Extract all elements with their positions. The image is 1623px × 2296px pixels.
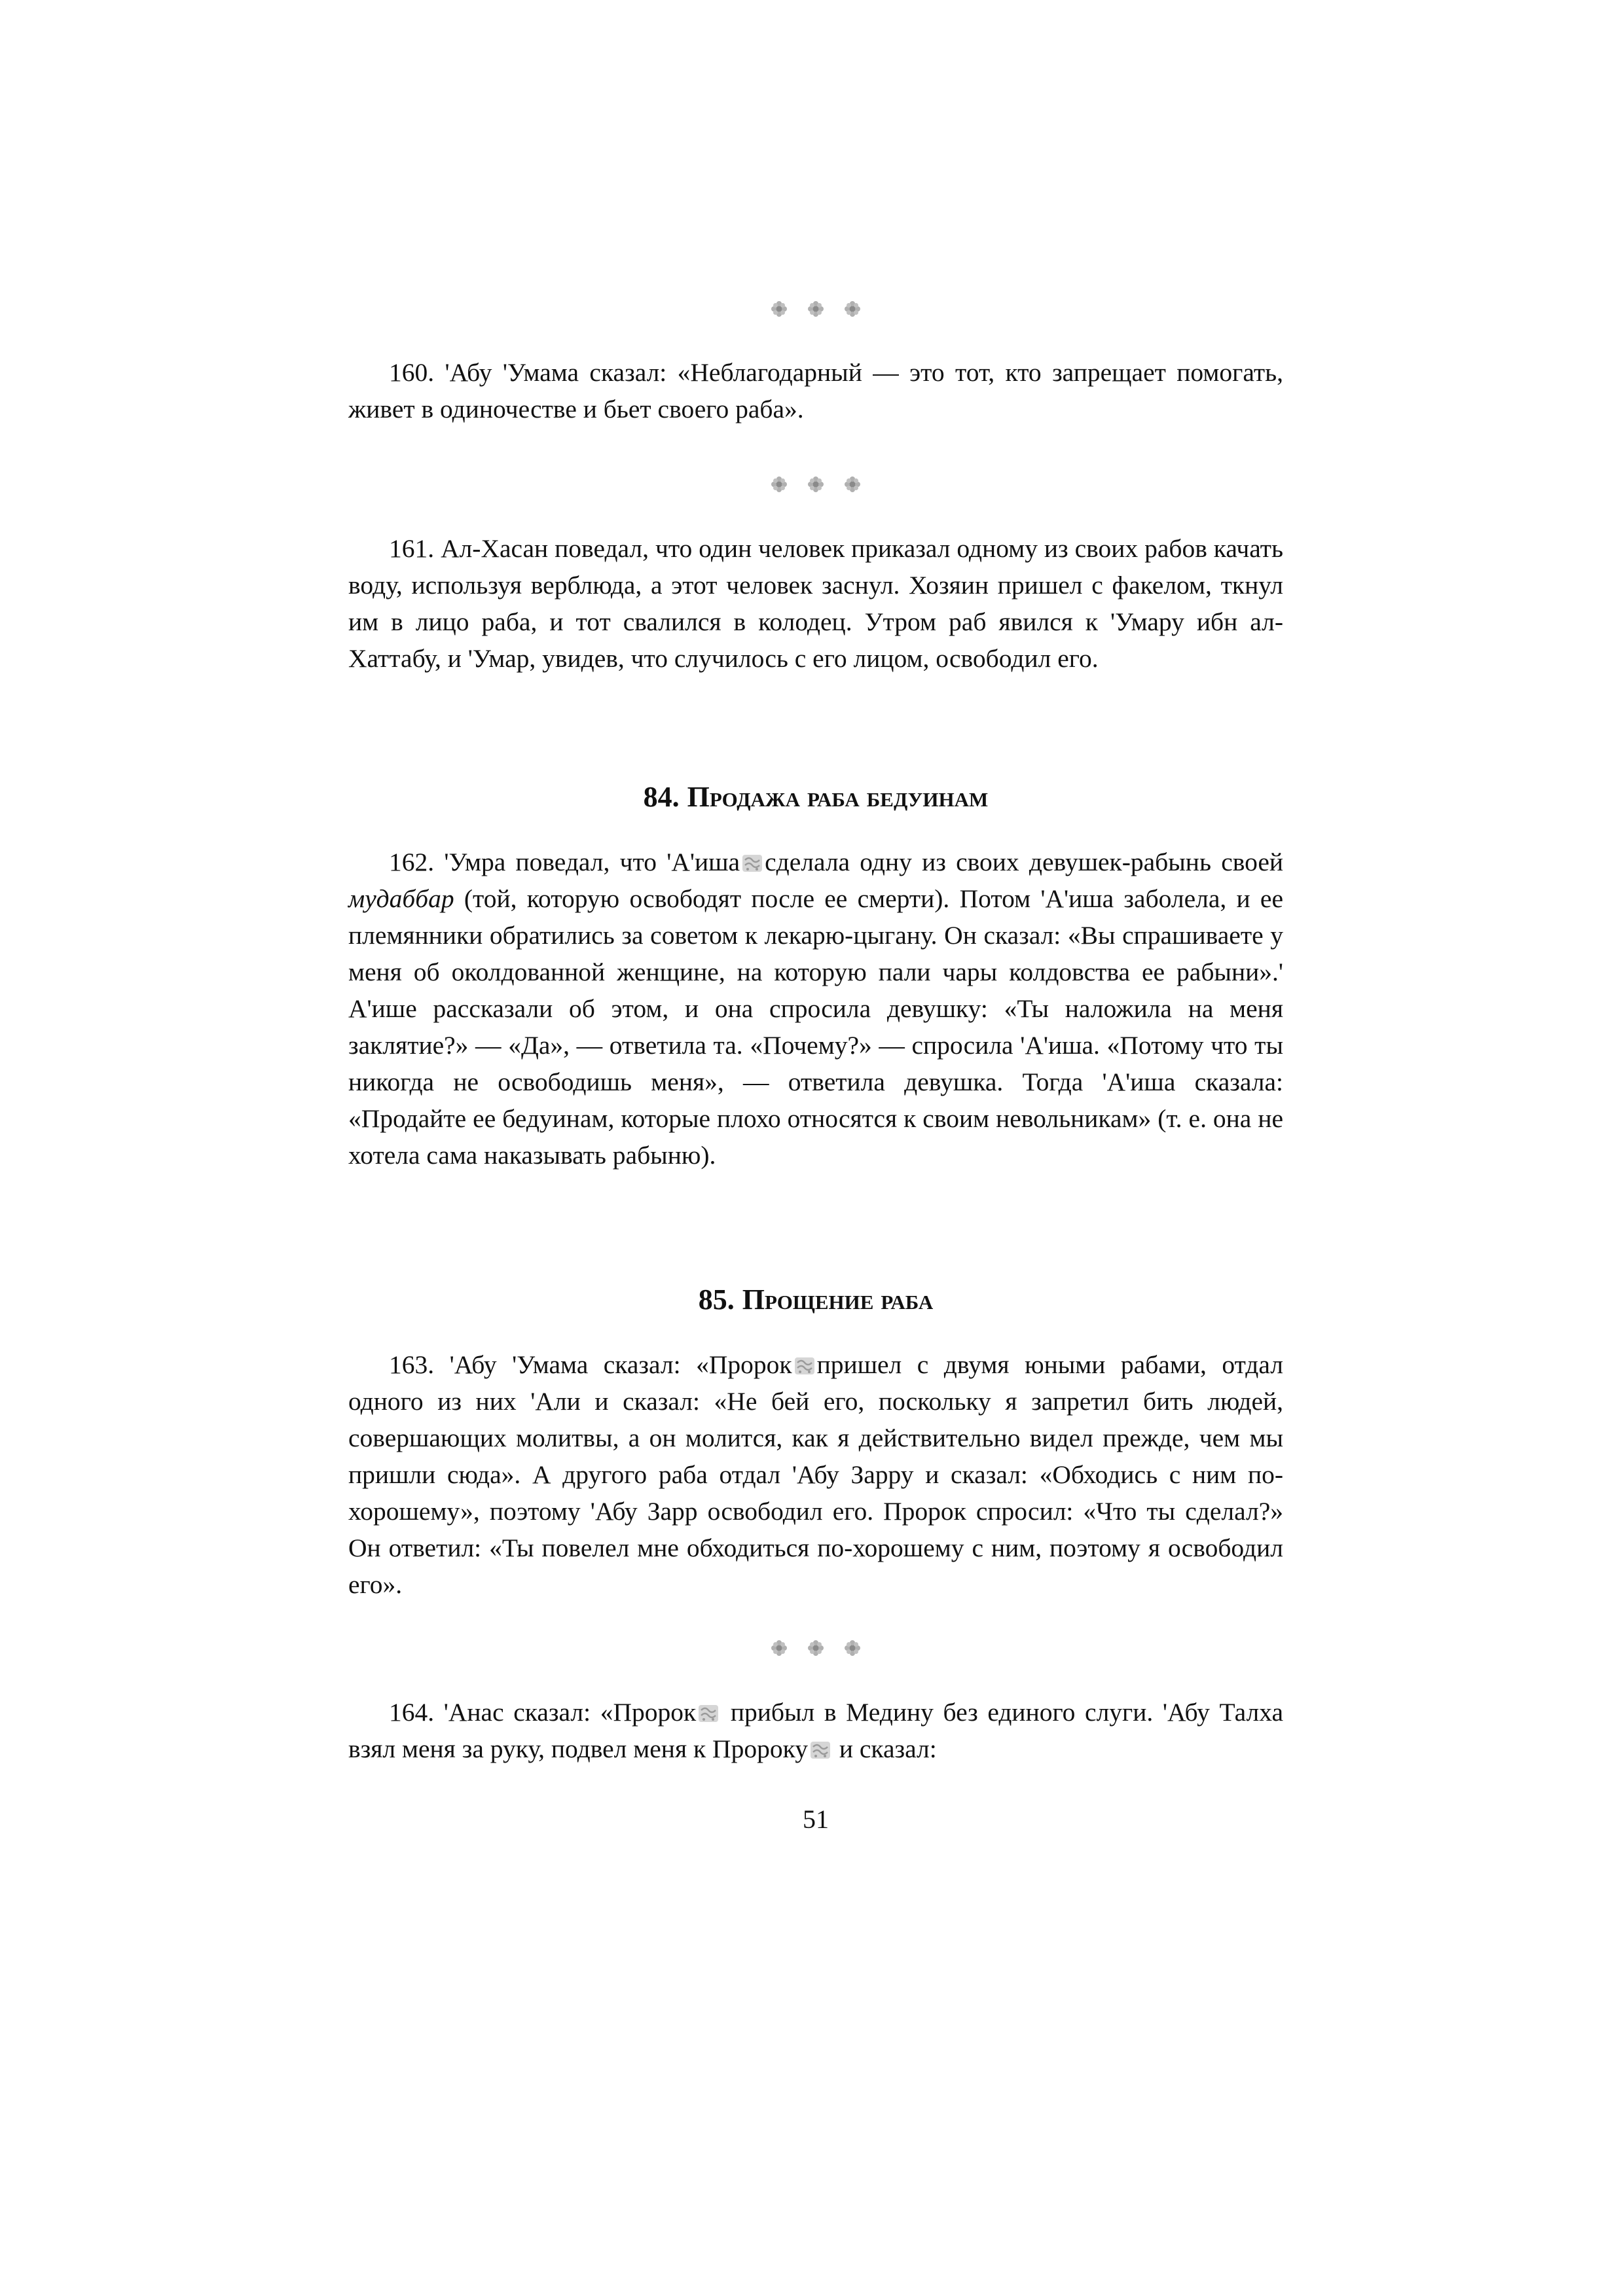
- flower-ornament-icon: [844, 1640, 861, 1657]
- hadith-164: [348, 1694, 1283, 1767]
- hadith-163: [348, 1346, 1283, 1603]
- chapter-heading-85: [348, 1282, 1283, 1318]
- chapter-heading-84: [348, 779, 1283, 816]
- hadith-160: [348, 354, 1283, 427]
- honorific-glyph-icon: [741, 852, 763, 874]
- honorific-glyph-icon: [809, 1739, 831, 1761]
- honorific-glyph-icon: [697, 1702, 720, 1725]
- document-page: [348, 0, 1283, 2296]
- section-separator: [348, 471, 1283, 497]
- hadith-text: пришел с двумя юными рабами, отдал одного из них 'Али и сказал: «Не бей его, поскольку я запретил бить людей, совершающих молитвы, а он молится, как я действительно видел прежде, чем мы пришли сюда». А другого раба отдал 'Абу Зарру и сказал: «Обходись с ним по-хорошему», поэтому 'Абу Зарр освободил его. Пророк спросил: «Что ты сделал?» Он ответил: «Ты повелел мне обходиться по-хорошему с ним, поэтому я освободил его».: [348, 1350, 1283, 1599]
- section-separator: [348, 1635, 1283, 1661]
- flower-ornament-icon: [844, 476, 861, 493]
- chapter-number: 84.: [643, 781, 680, 813]
- hadith-text: прибыл в Медину без единого слуги. 'Абу Талха взял меня за руку, подвел меня к Пророку: [348, 1698, 1284, 1763]
- hadith-text: 'Абу 'Умама сказал: «Неблагодарный — это тот, кто запрещает помогать, живет в одиночестве и бьет своего раба».: [348, 358, 1284, 423]
- flower-ornament-icon: [807, 1640, 824, 1657]
- chapter-title: Прощение раба: [742, 1283, 934, 1316]
- hadith-161: [348, 530, 1283, 677]
- hadith-text: и сказал:: [839, 1734, 937, 1763]
- flower-ornament-icon: [771, 1640, 788, 1657]
- flower-ornament-icon: [771, 300, 788, 317]
- hadith-text: 'Умра поведал, что 'А'иша: [444, 848, 740, 876]
- hadith-text: сделала одну из своих девушек-рабынь своей: [765, 848, 1284, 876]
- honorific-glyph-icon: [793, 1355, 816, 1377]
- hadith-number: 162.: [389, 848, 435, 876]
- section-separator: [348, 296, 1283, 322]
- hadith-text: Ал-Хасан поведал, что один человек приказал одному из своих рабов качать воду, используя верблюда, а этот человек заснул. Хозяин пришел с факелом, ткнул им в лицо раба, и тот свалился в колодец. Утром раб явился к 'Умару ибн ал-Хаттабу, и 'Умар, увидев, что случилось с его лицом, освободил его.: [348, 534, 1283, 673]
- flower-ornament-icon: [807, 300, 824, 317]
- page-number: 51: [803, 1804, 829, 1834]
- hadith-text: 'Абу 'Умама сказал: «Пророк: [449, 1350, 792, 1379]
- hadith-text: 'Анас сказал: «Пророк: [443, 1698, 697, 1727]
- hadith-number: 163.: [389, 1350, 435, 1379]
- hadith-162: [348, 844, 1283, 1174]
- chapter-title: Продажа раба бедуинам: [687, 781, 989, 813]
- hadith-text: (той, которую освободят после ее смерти). Потом 'А'иша заболела, и ее племянники обратились за советом к лекарю-цыгану. Он сказал: «Вы спрашиваете у меня об околдованной женщине, на которую пали чары колдовства ее рабыни».' А'ише рассказали об этом, и она спросила девушку: «Ты наложила на меня заклятие?» — «Да», — ответила та. «Почему?» — спросила 'А'иша. «Потому что ты никогда не освободишь меня», — ответила девушка. Тогда 'А'иша сказала: «Продайте ее бедуинам, которые плохо относятся к своим невольникам» (т. е. она не хотела сама наказывать рабыню).: [348, 884, 1283, 1170]
- flower-ornament-icon: [807, 476, 824, 493]
- arabic-term: мудаббар: [348, 884, 454, 913]
- hadith-number: 160.: [389, 358, 435, 387]
- flower-ornament-icon: [771, 476, 788, 493]
- hadith-number: 161.: [389, 534, 435, 563]
- hadith-number: 164.: [389, 1698, 435, 1727]
- chapter-number: 85.: [698, 1283, 735, 1316]
- flower-ornament-icon: [844, 300, 861, 317]
